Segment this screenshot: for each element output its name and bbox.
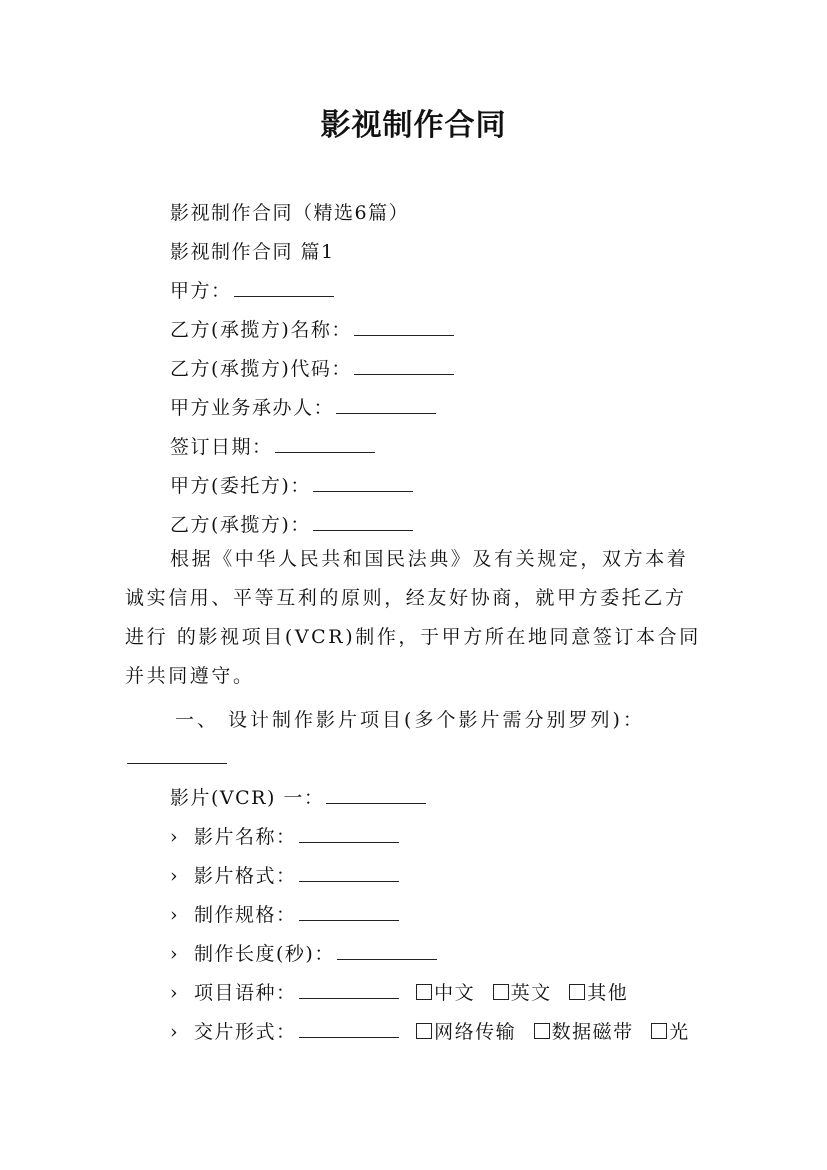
subtitle: 影视制作合同（精选6篇） [170,202,410,224]
section-heading: 影视制作合同 篇1 [170,241,335,263]
field-party-a-handler [170,393,436,420]
fill-blank [336,394,436,414]
option-label: 中文 [434,982,476,1004]
film-one [170,783,426,810]
field-label: 甲方业务承办人： [170,397,335,419]
field-label: 制作长度(秒)： [194,943,335,965]
item-production-spec [170,900,399,927]
fill-blank [299,823,399,843]
option-label: 光 [669,1021,690,1043]
checkbox-icon[interactable] [534,1023,550,1039]
option-chinese[interactable] [416,982,475,1004]
clause-1-heading: 一、 设计制作影片项目(多个影片需分别罗列)： [175,709,645,731]
fill-blank [234,277,334,297]
fill-blank [299,979,399,999]
chevron-right-icon: › [170,904,180,926]
field-party-a [170,276,334,303]
clause-1-blank [125,744,227,769]
item-film-name [170,822,399,849]
option-label: 其他 [587,982,629,1004]
fill-blank [275,433,375,453]
fill-blank [354,355,454,375]
option-label: 数据磁带 [551,1021,634,1043]
fill-blank [127,744,227,764]
option-label: 网络传输 [434,1021,517,1043]
option-label: 英文 [510,982,552,1004]
fill-blank [313,472,413,492]
option-other[interactable] [569,982,628,1004]
field-party-a-client [170,471,413,498]
field-party-b-name [170,315,454,342]
field-party-b-contractor [170,510,413,537]
intro-paragraph: 根据《中华人民共和国民法典》及有关规定，双方本着诚实信用、平等互利的原则，经友好协商，就甲方委托乙方进行 的影视项目(VCR)制作，于甲方所在地同意签订本合同并共同遵守。 [125,548,701,687]
field-label: 乙方(承揽方)代码： [170,358,352,380]
chevron-right-icon: › [170,826,180,848]
item-delivery [170,1017,690,1044]
chevron-right-icon: › [170,943,180,965]
option-network[interactable] [416,1021,516,1043]
field-label: 交片形式： [194,1021,297,1043]
chevron-right-icon: › [170,982,180,1004]
field-label: 乙方(承揽方)： [170,514,311,536]
option-tape[interactable] [534,1021,634,1043]
document-title: 影视制作合同 [320,108,507,143]
checkbox-icon[interactable] [651,1023,667,1039]
fill-blank [299,862,399,882]
field-label: 影片名称： [194,826,297,848]
field-party-b-code [170,354,454,381]
field-label: 制作规格： [194,904,297,926]
field-sign-date [170,432,375,459]
fill-blank [326,784,426,804]
field-label: 签订日期： [170,436,273,458]
fill-blank [299,1018,399,1038]
field-label: 乙方(承揽方)名称： [170,319,352,341]
checkbox-icon[interactable] [493,984,509,1000]
checkbox-icon[interactable] [569,984,585,1000]
field-label: 甲方(委托方)： [170,475,311,497]
chevron-right-icon: › [170,865,180,887]
item-language [170,978,628,1005]
fill-blank [337,940,437,960]
field-label: 项目语种： [194,982,297,1004]
field-label: 甲方： [170,280,232,302]
item-production-length [170,939,437,966]
field-label: 影片格式： [194,865,297,887]
fill-blank [299,901,399,921]
option-optical[interactable] [651,1021,690,1043]
checkbox-icon[interactable] [416,1023,432,1039]
fill-blank [313,511,413,531]
field-label: 影片(VCR) 一： [170,787,325,809]
item-film-format [170,861,399,888]
checkbox-icon[interactable] [416,984,432,1000]
option-english[interactable] [493,982,552,1004]
chevron-right-icon: › [170,1021,180,1043]
fill-blank [354,316,454,336]
